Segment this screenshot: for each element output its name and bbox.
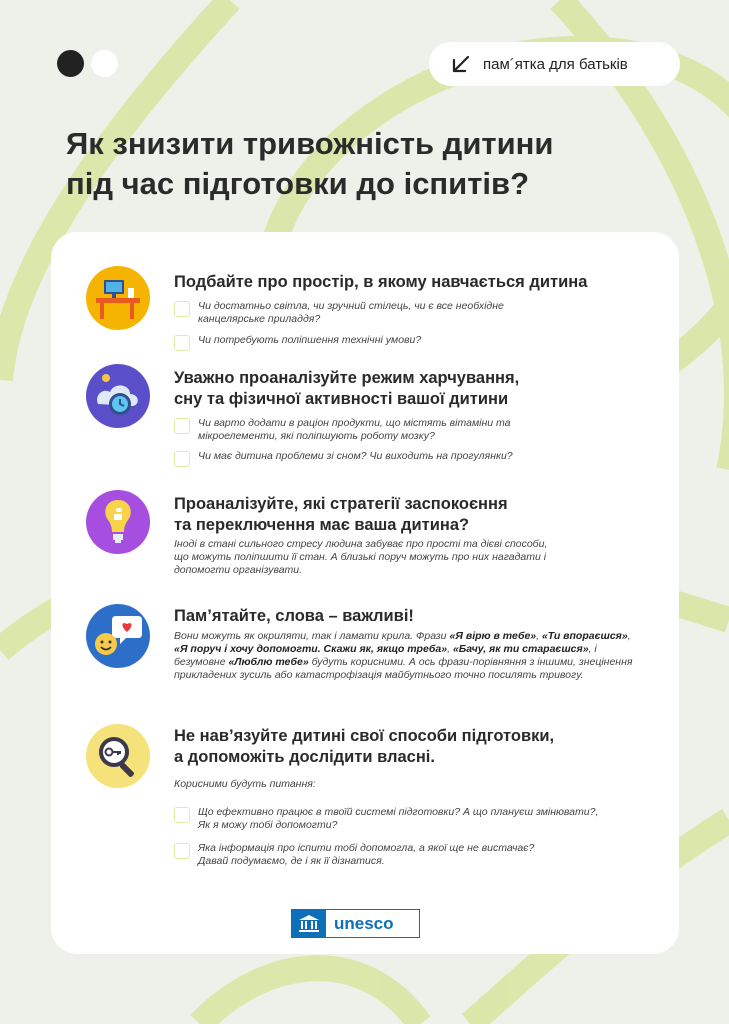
unesco-temple-icon — [297, 915, 321, 933]
desk-icon — [86, 266, 150, 330]
lightbulb-icon — [86, 490, 150, 554]
title-line-2: під час підготовки до іспитів? — [66, 166, 530, 201]
section-paragraph: Вони можуть як окриляти, так і ламати крила. Фрази «Я вірю в тебе», «Ти впораєшся», «Я поруч і хочу допомогти. Скажи як, якщо треба», «Бачу, як ти стараєшся», і безумовне «Люблю тебе» будуть корисними. А ось фрази-порівняння з іншими, знецінення прикладених зусиль або катастрофізація майбутнього точно посилять тривогу. — [174, 630, 633, 681]
content-card — [51, 232, 679, 954]
checklist-text: Чи має дитина проблеми зі сном? Чи виходить на прогулянки? — [198, 450, 513, 462]
checkbox[interactable] — [174, 843, 190, 859]
chat-emoji-icon — [86, 604, 150, 668]
section-heading: Уважно проаналізуйте режим харчування, сну та фізичної активності вашої дитини — [174, 369, 520, 408]
section-heading: Подбайте про простір, в якому навчається дитина — [174, 273, 588, 291]
magnifier-key-icon — [86, 724, 150, 788]
section-intro: Корисними будуть питання: — [174, 778, 316, 790]
title-line-1: Як знизити тривожність дитини — [66, 126, 554, 161]
checklist-text: Що ефективно працює в твоїй системі підготовки? А що плануєш змінювати?, Як я можу тобі допомогти? — [198, 806, 599, 831]
checklist-item[interactable] — [174, 450, 638, 467]
checkbox[interactable] — [174, 335, 190, 351]
section-heading: Проаналізуйте, які стратегії заспокоєння та переключення має ваша дитина? — [174, 495, 508, 534]
logo-text: unesco — [334, 913, 394, 933]
checklist-text: Чи потребують поліпшення технічні умови? — [198, 334, 422, 346]
checklist-text: Яка інформація про іспити тобі допомогла, а якої ще не вистачає? Давай подумаємо, де і як її дізнатися. — [198, 842, 535, 867]
checklist-item[interactable] — [174, 806, 638, 832]
light-dot — [91, 50, 118, 77]
checkbox[interactable] — [174, 418, 190, 434]
section-heading: Пам’ятайте, слова – важливі! — [174, 607, 414, 625]
dark-dot — [57, 50, 84, 77]
section-heading: Не нав’язуйте дитині свої способи підготовки, а допоможіть дослідити власні. — [174, 727, 555, 766]
checklist-text: Чи достатньо світла, чи зручний стілець, чи є все необхідне канцелярське приладдя? — [198, 300, 504, 325]
checkbox[interactable] — [174, 807, 190, 823]
badge-text: пам´ятка для батьків — [483, 55, 628, 73]
checkbox[interactable] — [174, 451, 190, 467]
checkbox[interactable] — [174, 301, 190, 317]
page-title — [66, 124, 686, 204]
checklist-item[interactable] — [174, 842, 638, 868]
section-paragraph: Іноді в стані сильного стресу людина забуває про прості та дієві способи, що можуть поліпшити її стан. А близькі поруч можуть про них нагадати і допомогти організувати. — [174, 538, 548, 576]
checklist-item[interactable] — [174, 334, 638, 351]
audience-badge — [429, 42, 680, 86]
checklist-text: Чи варто додати в раціон продукти, що містять вітаміни та мікроелементи, які поліпшують роботу мозку? — [198, 417, 511, 442]
sleep-clock-icon — [86, 364, 150, 428]
unesco-logo — [291, 909, 420, 938]
checklist-item[interactable] — [174, 300, 638, 326]
arrow-down-left-icon — [451, 54, 471, 74]
checklist-item[interactable] — [174, 417, 638, 443]
